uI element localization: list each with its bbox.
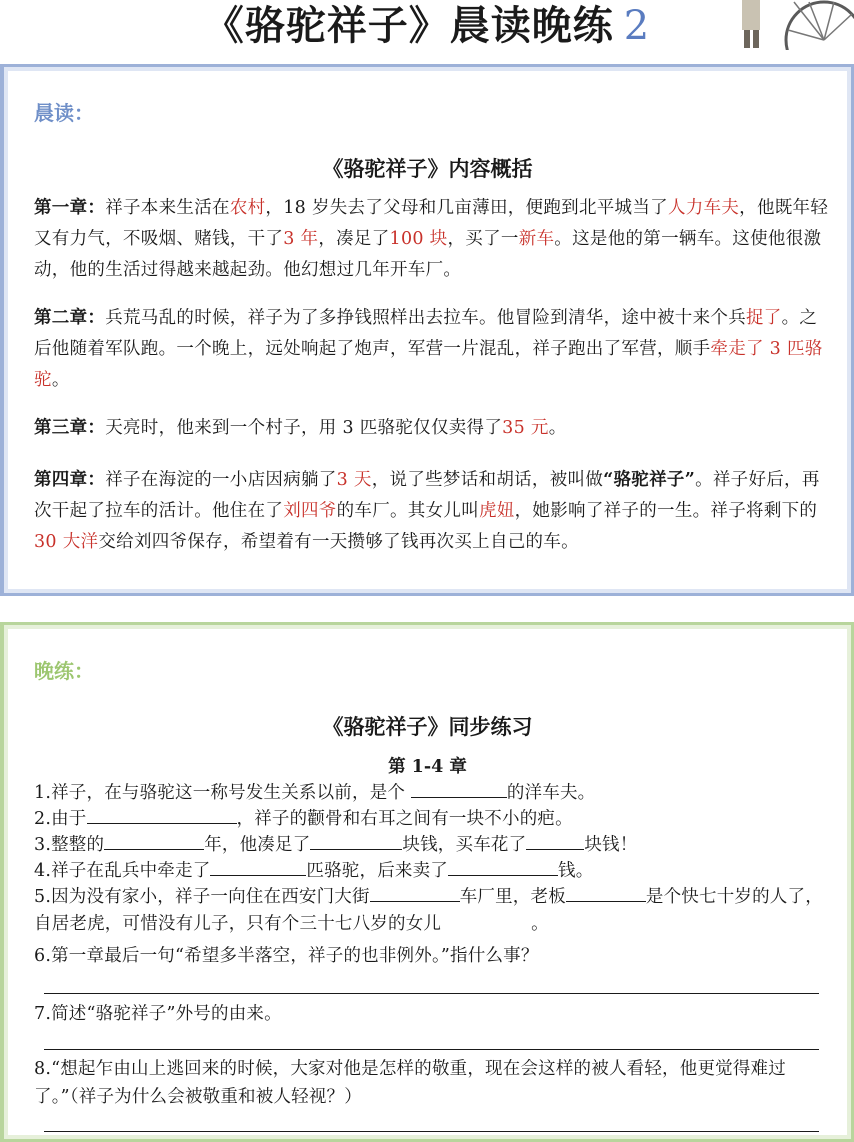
- text: ，18 岁失去了父母和几亩薄田，便跑到北平城当了: [265, 198, 668, 218]
- answer-blank[interactable]: [87, 805, 237, 824]
- highlight: 3 年: [283, 229, 319, 249]
- text: 。: [531, 914, 549, 934]
- highlight: 新车: [518, 229, 555, 249]
- text: 1.祥子，在与骆驼这一称号发生关系以前，是个: [34, 783, 411, 803]
- answer-line-q8[interactable]: [44, 1131, 819, 1132]
- answer-blank[interactable]: [526, 831, 584, 850]
- chapter-range: 第 1-4 章: [388, 757, 467, 777]
- text: 年，他凑足了: [204, 835, 311, 855]
- question-2: [34, 805, 834, 832]
- answer-blank[interactable]: [210, 857, 306, 876]
- text: 。这是他的第一辆车。这使他很激动，他的生活过得越来越起劲。他幻想过几年开车厂。: [34, 229, 822, 280]
- page-title-number: 2: [623, 3, 651, 49]
- evening-label: 晚练：: [34, 659, 94, 683]
- question-6: 6.第一章最后一句“希望多半落空，祥子的也非例外。”指什么事？: [34, 946, 539, 966]
- answer-blank[interactable]: [566, 883, 646, 902]
- answer-blank[interactable]: [448, 857, 558, 876]
- text: 匹骆驼，后来卖了: [306, 861, 449, 881]
- chapter-2-title: 第二章：: [34, 308, 106, 328]
- text: ，凑足了: [318, 229, 390, 249]
- chapter-2-summary: [34, 303, 832, 396]
- morning-reading-panel: [0, 64, 854, 596]
- text: 兵荒马乱的时候，祥子为了多挣钱照样出去拉车。他冒险到清华，途中被十来个兵: [105, 308, 746, 328]
- answer-blank[interactable]: [310, 831, 402, 850]
- highlight: 牵走了 3 匹骆驼: [34, 339, 823, 390]
- text: 祥子本来生活在: [105, 198, 230, 218]
- rickshaw-illustration-icon: [724, 0, 854, 50]
- answer-blank[interactable]: [104, 831, 204, 850]
- text: 。: [548, 418, 567, 438]
- text: 的车厂。其女儿叫: [336, 501, 480, 521]
- question-8: 8.“想起乍由山上逃回来的时候，大家对他是怎样的敬重，现在会这样的被人看轻，他更觉得难过了。”（祥子为什么会被敬重和被人轻视？）: [34, 1059, 786, 1107]
- morning-heading: 《骆驼祥子》内容概括: [322, 156, 533, 181]
- highlight: 人力车夫: [667, 198, 740, 218]
- highlight: 虎妞: [479, 501, 515, 521]
- highlight: 刘四爷: [283, 501, 337, 521]
- text: 天亮时，他来到一个村子，用 3 匹骆驼仅仅卖得了: [105, 418, 503, 438]
- text: 是个快七十岁的人了，自居老虎，可惜没有儿子，只有个三十七八岁的女儿: [34, 887, 823, 934]
- highlight: 农村: [229, 198, 266, 218]
- evening-heading: 《骆驼祥子》同步练习: [322, 714, 533, 739]
- chapter-4-summary: [34, 465, 832, 558]
- text: 交给刘四爷保存，希望着有一天攒够了钱再次买上自己的车。: [98, 532, 579, 552]
- text: ，她影响了祥子的一生。祥子将剩下的: [514, 501, 818, 521]
- chapter-1-summary: [34, 193, 832, 286]
- answer-line-q7[interactable]: [44, 1049, 819, 1050]
- question-5: [34, 883, 834, 937]
- text: 2.由于: [34, 809, 87, 829]
- text: 块钱！: [584, 835, 638, 855]
- text: 车厂里，老板: [459, 887, 566, 907]
- highlight: 3 天: [336, 470, 372, 490]
- highlight: 35 元: [502, 418, 549, 438]
- question-1: [34, 779, 834, 806]
- text: 。之后他随着军队跑。一个晚上，远处响起了炮声，军营一片混乱，祥子跑出了军营，顺手: [34, 308, 818, 359]
- text: ，他既年轻又有力气，不吸烟、赌钱，干了: [34, 198, 829, 249]
- page-title-text: 《骆驼祥子》晨读晚练: [203, 2, 614, 49]
- text: 。: [51, 370, 70, 390]
- text: 5.因为没有家小，祥子一向住在西安门大街: [34, 887, 370, 907]
- chapter-3-summary: [34, 413, 832, 444]
- question-7: 7.简述“骆驼祥子”外号的由来。: [34, 1004, 282, 1024]
- text: 块钱，买车花了: [402, 835, 527, 855]
- chapter-1-title: 第一章：: [34, 198, 106, 218]
- text: ，说了些梦话和胡话，被叫做: [371, 470, 604, 490]
- morning-label: 晨读：: [34, 101, 94, 125]
- evening-practice-panel: [0, 622, 854, 1142]
- question-4: [34, 857, 834, 884]
- chapter-4-title: 第四章：: [34, 470, 106, 490]
- text: ，祥子的颧骨和右耳之间有一块不小的疤。: [236, 809, 573, 829]
- chapter-3-title: 第三章：: [34, 418, 106, 438]
- text: ，买了一: [447, 229, 519, 249]
- text: 3.整整的: [34, 835, 105, 855]
- text: 。祥子好后，再次干起了拉车的活计。他住在了: [34, 470, 820, 521]
- highlight: 30 大洋: [34, 532, 99, 552]
- text: 祥子在海淀的一小店因病躺了: [105, 470, 337, 490]
- text: 的洋车夫。: [506, 783, 596, 803]
- answer-blank[interactable]: [370, 883, 460, 902]
- answer-blank[interactable]: [441, 910, 531, 929]
- answer-line-q6[interactable]: [44, 993, 819, 994]
- text: 钱。: [558, 861, 594, 881]
- highlight: 100 块: [389, 229, 448, 249]
- nickname: “骆驼祥子”: [603, 470, 696, 490]
- text: 4.祥子在乱兵中牵走了: [34, 861, 211, 881]
- highlight: 捉了: [746, 308, 782, 328]
- question-3: [34, 831, 834, 858]
- answer-blank[interactable]: [411, 779, 507, 798]
